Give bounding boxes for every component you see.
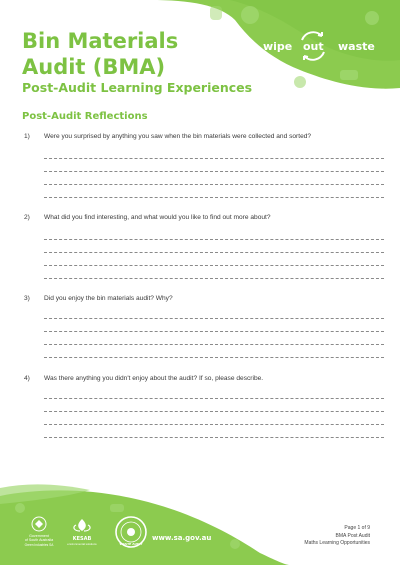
logo-word-wipe: wipe bbox=[263, 40, 293, 53]
question-text: What did you find interesting, and what would you like to find out more about? bbox=[44, 214, 271, 221]
answer-line[interactable] bbox=[44, 424, 384, 425]
question-text-row bbox=[24, 133, 374, 140]
answer-line[interactable] bbox=[44, 278, 384, 279]
question-block-4 bbox=[24, 375, 374, 445]
kesab-logo bbox=[66, 515, 98, 549]
question-text: Was there anything you didn't enjoy about the audit? If so, please describe. bbox=[44, 375, 264, 382]
seal-logo-text: WASTE AUDIT bbox=[119, 542, 143, 546]
question-text: Did you enjoy the bin materials audit? Why? bbox=[44, 295, 173, 302]
title-line-2: Audit (BMA) bbox=[22, 55, 166, 79]
answer-line[interactable] bbox=[44, 252, 384, 253]
question-number: 1) bbox=[24, 133, 30, 140]
question-block-2 bbox=[24, 214, 374, 284]
answer-line[interactable] bbox=[44, 239, 384, 240]
document-title bbox=[22, 28, 178, 80]
title-line-1: Bin Materials bbox=[22, 29, 179, 53]
question-text: Were you surprised by anything you saw when the bin materials were collected and sorted? bbox=[44, 133, 312, 140]
footer-wave-background bbox=[0, 478, 400, 565]
question-text-row bbox=[24, 214, 374, 221]
gov-logo-line-2: of South Australia bbox=[24, 538, 54, 542]
document-subtitle: Post-Audit Learning Experiences bbox=[22, 80, 253, 95]
answer-line[interactable] bbox=[44, 265, 384, 266]
question-number: 4) bbox=[24, 375, 30, 382]
answer-line[interactable] bbox=[44, 411, 384, 412]
logo-word-waste: waste bbox=[338, 40, 375, 53]
logo-word-out: out bbox=[303, 40, 324, 53]
question-text-row bbox=[24, 375, 374, 382]
answer-line[interactable] bbox=[44, 344, 384, 345]
question-text-row bbox=[24, 295, 374, 302]
answer-line[interactable] bbox=[44, 331, 384, 332]
question-number: 3) bbox=[24, 295, 30, 302]
section-title: Post-Audit Reflections bbox=[22, 111, 148, 122]
page-number: Page 1 of 9 bbox=[344, 525, 370, 531]
question-block-1 bbox=[24, 133, 374, 203]
answer-line[interactable] bbox=[44, 318, 384, 319]
page-info bbox=[304, 525, 370, 548]
gov-logo-line-3: Green Industries SA bbox=[24, 543, 54, 547]
kesab-logo-tagline: environmental solutions bbox=[67, 542, 97, 546]
website-link[interactable]: www.sa.gov.au bbox=[152, 534, 212, 542]
document-subtitle-footer: Maths Learning Opportunities bbox=[304, 540, 370, 546]
answer-line[interactable] bbox=[44, 357, 384, 358]
kesab-logo-name: KESAB bbox=[72, 536, 92, 542]
question-number: 2) bbox=[24, 214, 30, 221]
document-name: BMA Post Audit bbox=[335, 532, 370, 539]
government-of-south-australia-logo bbox=[18, 515, 60, 549]
waste-audit-seal-logo bbox=[114, 515, 148, 549]
answer-line[interactable] bbox=[44, 197, 384, 198]
wipe-out-waste-logo bbox=[263, 28, 381, 66]
answer-line[interactable] bbox=[44, 437, 384, 438]
question-block-3 bbox=[24, 295, 374, 365]
answer-line[interactable] bbox=[44, 184, 384, 185]
gov-logo-line-1: Government bbox=[29, 534, 49, 538]
answer-line[interactable] bbox=[44, 171, 384, 172]
answer-line[interactable] bbox=[44, 158, 384, 159]
answer-line[interactable] bbox=[44, 398, 384, 399]
